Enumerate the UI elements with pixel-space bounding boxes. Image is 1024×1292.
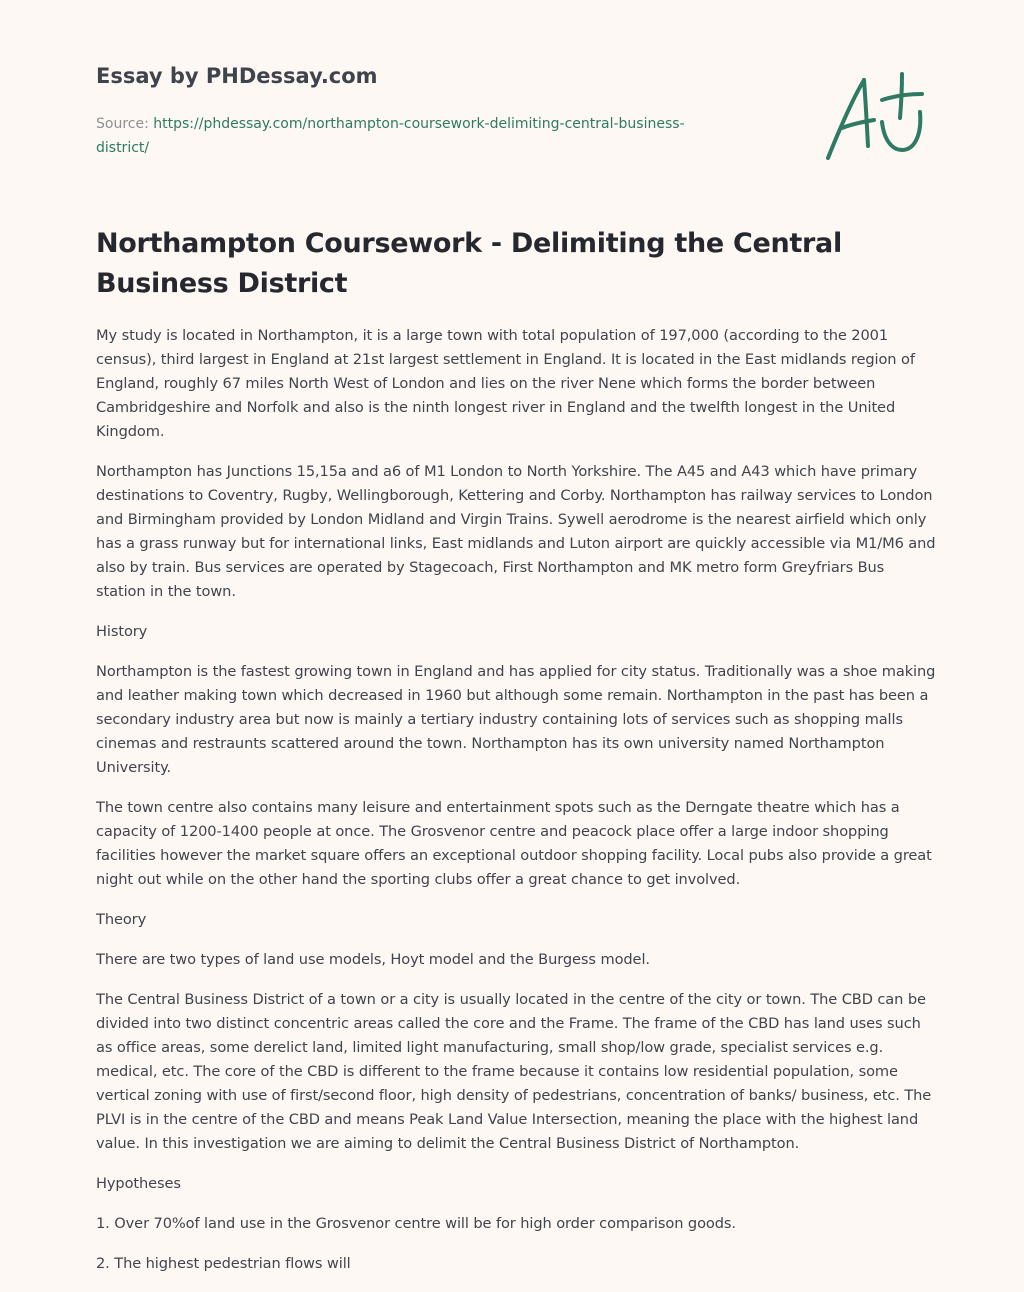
section-heading-theory: Theory xyxy=(96,911,147,928)
hypothesis-item: 1. Over 70%of land use in the Grosvenor centre will be for high order comparison goods. xyxy=(96,1215,736,1232)
hypothesis-item: 2. The highest pedestrian flows will xyxy=(96,1255,351,1272)
source-line xyxy=(96,112,736,160)
paragraph: Northampton has Junctions 15,15a and a6 of M1 London to North Yorkshire. The A45 and A43 which have primary destinations to Coventry, Rugby, Wellingborough, Kettering and Corby. Northampton has railway services to London and Birmingham provided by London Midland and Virgin Trains. Sywell aerodrome is the nearest airfield which only has a grass runway but for international links, East midlands and Luton airport are quickly accessible via M1/M6 and also by train. Bus services are operated by Stagecoach, First Northampton and MK metro form Greyfriars Bus station in the town. xyxy=(96,463,936,600)
source-label: Source: xyxy=(96,116,154,132)
section-heading-hypotheses: Hypotheses xyxy=(96,1175,181,1192)
section-heading-history: History xyxy=(96,623,148,640)
source-link[interactable]: https://phdessay.com/northampton-coursework-delimiting-central-business-district/ xyxy=(96,116,685,156)
paragraph: The Central Business District of a town or a city is usually located in the centre of the city or town. The CBD can be divided into two distinct concentric areas called the core and the Frame. The frame of the CBD has land uses such as office areas, some derelict land, limited light manufacturing, small shop/low grade, specialist services e.g. medical, etc. The core of the CBD is different to the frame because it contains low residential population, some vertical zoning with use of first/second floor, high density of pedestrians, concentration of banks/ business, etc. The PLVI is in the centre of the CBD and means Peak Land Value Intersection, meaning the place with the highest land value. In this investigation we are aiming to delimit the Central Business District of Northampton. xyxy=(96,991,932,1152)
paragraph: My study is located in Northampton, it is a large town with total population of 197,000 (according to the 2001 census), third largest in England at 21st largest settlement in England. It is located in the East midlands region of England, roughly 67 miles North West of London and lies on the river Nene which forms the border between Cambridgeshire and Norfolk and also is the ninth longest river in England and the twelfth longest in the United Kingdom. xyxy=(96,327,915,440)
site-title: Essay by PHDessay.com xyxy=(96,64,378,88)
document-body xyxy=(96,324,936,1292)
document-title: Northampton Coursework - Delimiting the Central Business District xyxy=(96,228,842,299)
a-plus-logo-icon xyxy=(822,66,930,166)
paragraph: There are two types of land use models, Hoyt model and the Burgess model. xyxy=(96,951,650,968)
paragraph: The town centre also contains many leisure and entertainment spots such as the Derngate theatre which has a capacity of 1200-1400 people at once. The Grosvenor centre and peacock place offer a large indoor shopping facilities however the market square offers an exceptional outdoor shopping facility. Local pubs also provide a great night out while on the other hand the sporting clubs offer a great chance to get involved. xyxy=(96,799,932,888)
paragraph: Northampton is the fastest growing town in England and has applied for city status. Traditionally was a shoe making and leather making town which decreased in 1960 but although some remain. Northampton in the past has been a secondary industry area but now is mainly a tertiary industry containing lots of services such as shopping malls cinemas and restraunts scattered around the town. Northampton has its own university named Northampton University. xyxy=(96,663,936,776)
